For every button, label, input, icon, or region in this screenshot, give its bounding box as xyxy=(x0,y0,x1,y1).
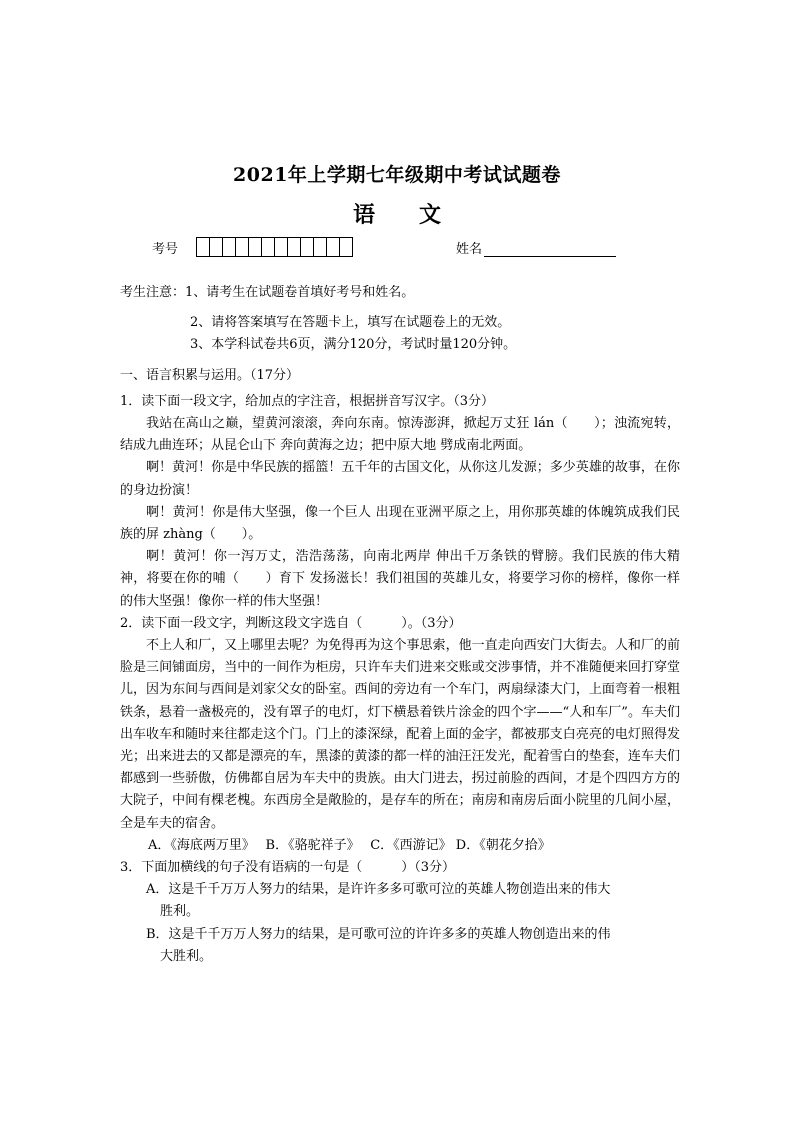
exam-number-box[interactable] xyxy=(261,237,274,257)
name-field-line[interactable] xyxy=(484,242,616,257)
exam-number-box[interactable] xyxy=(339,237,353,257)
question-2-passage: 不上人和厂，又上哪里去呢？为免得再为这个事思索，他一直走向西安门大街去。人和厂的前脸是三间铺面房，当中的一间作为柜房，只许车夫们进来交账或交涉事情，并不准随便来回打穿堂儿，因为东间与西间是刘家父女的卧室。西间的旁边有一个车门，两扇绿漆大门，上面弯着一根粗铁条，悬着一盏极亮的，没有罩子的电灯，灯下横悬着铁片涂金的四个字——“人和车厂”。车夫们出车收车和随时来往都走这个门。门上的漆深绿，配着上面的金字，都被那支白亮亮的电灯照得发光；出来进去的又都是漂亮的车，黑漆的黄漆的都一样的油汪汪发光，配着雪白的垫套，连车夫们都感到一些骄傲，仿佛都自居为车夫中的贵族。由大门进去，拐过前脸的西间，才是个四四方方的大院子，中间有棵老槐。东西房全是敞脸的，是存车的所在；南房和南房后面小院里的几间小屋，全是车夫的宿舍。 xyxy=(120,638,680,831)
question-2-options: A．《海底两万里》 B．《骆驼祥子》 C．《西游记》 D．《朝花夕拾》 xyxy=(148,837,551,853)
notice-line-3: 3、本学科试卷共6页，满分120分，考试时量120分钟。 xyxy=(190,337,517,353)
question-3-option-a-line-1: A．这是千千万万人努力的结果，是许许多多可歌可泣的英雄人物创造出来的伟大 xyxy=(146,882,611,898)
exam-number-box[interactable] xyxy=(274,237,287,257)
question-3-option-a-line-2: 胜利。 xyxy=(160,904,200,920)
question-1-paragraph-3: 啊！黄河！你是伟大坚强，像一个巨人 出现在亚洲平原之上，用你那英雄的体魄筑成我们民族的屏 zhàng（ ）。 xyxy=(120,504,680,543)
question-1-stem: 1．读下面一段文字，给加点的字注音，根据拼音写汉字。（3分） xyxy=(120,393,495,409)
exam-number-box[interactable] xyxy=(235,237,248,257)
exam-number-box[interactable] xyxy=(300,237,313,257)
question-3-option-b-line-1: B．这是千千万万人努力的结果，是可歌可泣的许许多多的英雄人物创造出来的伟 xyxy=(146,926,611,942)
question-3-stem: 3．下面加横线的句子没有语病的一句是（ ）（3分） xyxy=(120,860,456,876)
question-2-stem: 2．读下面一段文字，判断这段文字选自（ ）。（3分） xyxy=(120,615,462,631)
exam-number-box[interactable] xyxy=(287,237,300,257)
exam-number-box[interactable] xyxy=(326,237,339,257)
exam-number-row xyxy=(152,236,353,258)
name-row xyxy=(456,238,616,257)
exam-title: 2021年上学期七年级期中考试试题卷 xyxy=(233,164,561,186)
name-label: 姓名 xyxy=(456,242,483,257)
question-1-paragraph-4: 啊！黄河！你一泻万丈，浩浩荡荡，向南北两岸 伸出千万条铁的臂膀。我们民族的伟大精神，将要在你的哺（ ）育下 发扬滋长！我们祖国的英雄儿女，将要学习你的榜样，像你一样的伟大坚强！像你一样的伟大坚强！ xyxy=(120,549,680,609)
exam-number-box[interactable] xyxy=(196,237,209,257)
question-1-paragraph-2: 啊！黄河！你是中华民族的摇篮！五千年的古国文化，从你这儿发源；多少英雄的故事，在你的身边扮演！ xyxy=(120,460,680,498)
question-3-option-b-line-2: 大胜利。 xyxy=(160,948,213,964)
notice-line-2: 2、请将答案填写在答题卡上，填写在试题卷上的无效。 xyxy=(190,315,511,331)
exam-number-box[interactable] xyxy=(248,237,261,257)
subject-char-2: 文 xyxy=(419,202,442,228)
exam-number-boxes[interactable] xyxy=(196,237,353,257)
subject-title xyxy=(0,198,794,229)
section-heading: 一、语言积累与运用。（17分） xyxy=(120,367,300,383)
exam-body xyxy=(120,282,680,968)
question-1-paragraph-1: 我站在高山之巅，望黄河滚滚，奔向东南。惊涛澎湃，掀起万丈狂 lán（ ）；浊流宛转，结成九曲连环；从昆仑山下 奔向黄海之边；把中原大地 劈成南北两面。 xyxy=(120,416,680,454)
exam-number-label: 考号 xyxy=(152,241,179,257)
subject-char-1: 语 xyxy=(352,202,375,228)
exam-number-box[interactable] xyxy=(313,237,326,257)
exam-number-box[interactable] xyxy=(222,237,235,257)
exam-number-box[interactable] xyxy=(209,237,222,257)
notice-line-1: 考生注意：1、请考生在试题卷首填好考号和姓名。 xyxy=(120,285,415,300)
